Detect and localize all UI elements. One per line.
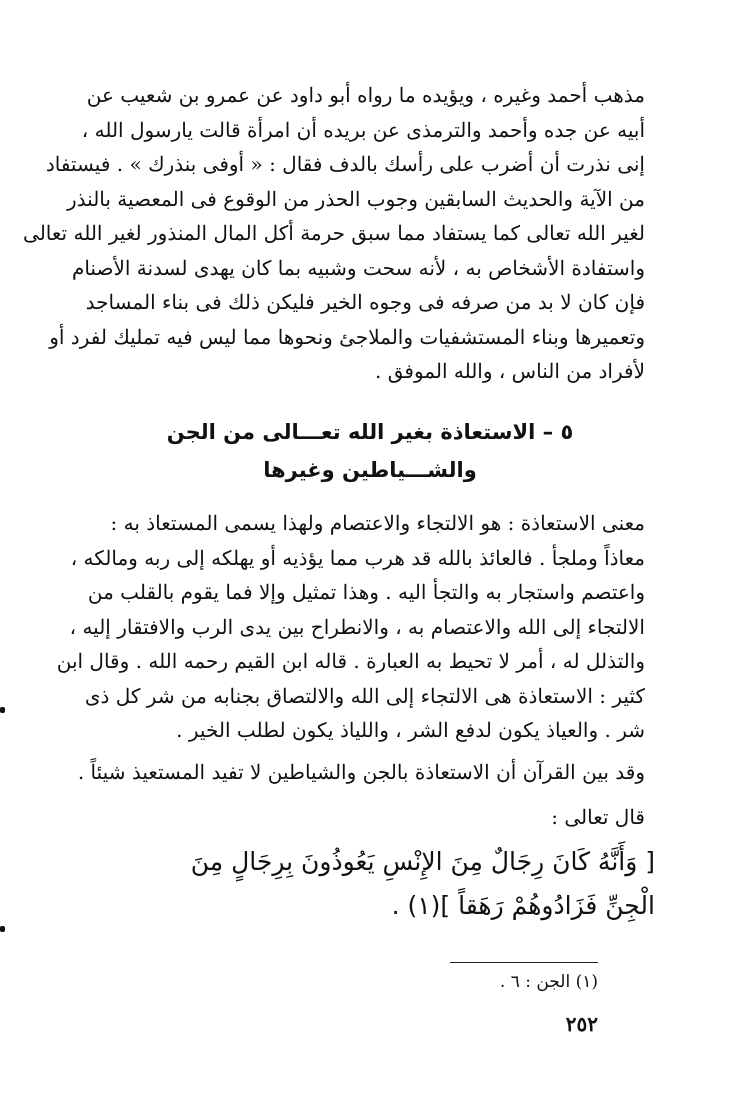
text-line: من الآية والحديث السابقين وجوب الحذر من الوقوع فى المعصية بالنذر bbox=[67, 186, 645, 211]
text-line: لأفراد من الناس ، والله الموفق . bbox=[375, 359, 645, 383]
section-heading-line2: والشـــياطين وغيرها bbox=[263, 458, 477, 482]
text-line: معنى الاستعاذة : هو الالتجاء والاعتصام ولهذا يسمى المستعاذ به : bbox=[110, 511, 645, 535]
page-number: ٢٥٢ bbox=[565, 1012, 598, 1036]
paragraph-quran-statement bbox=[77, 755, 645, 790]
text-line: شر . والعياذ يكون لدفع الشر ، واللياذ يكون لطلب الخير . bbox=[176, 718, 645, 742]
text-line: الالتجاء إلى الله والاعتصام به ، والانطراح بين يدى الرب والافتقار إليه ، bbox=[69, 614, 645, 639]
verse-line: الْجِنِّ فَزَادُوهُمْ رَهَقاً ](١) . bbox=[391, 891, 655, 920]
section-heading-line1: ٥ – الاستعاذة بغير الله تعـــالى من الجن bbox=[166, 420, 574, 444]
text-line: فإن كان لا بد من صرفه فى وجوه الخير فليكن ذلك فى بناء المساجد bbox=[85, 290, 645, 314]
text-line: كثير : الاستعاذة هى الالتجاء إلى الله والالتصاق بجنابه من شر كل ذى bbox=[84, 683, 645, 708]
paragraph-verse-intro bbox=[95, 800, 645, 835]
text-line: مذهب أحمد وغيره ، ويؤيده ما رواه أبو داود عن عمرو بن شعيب عن bbox=[86, 83, 645, 107]
footnote-divider bbox=[450, 962, 598, 963]
paragraph-nadhr bbox=[23, 78, 645, 389]
text-line: واعتصم واستجار به والتجأ اليه . وهذا تمثيل وإلا فما يقوم بالقلب من bbox=[87, 580, 645, 604]
quran-verse bbox=[95, 840, 655, 928]
footnote: (١) الجن : ٦ . bbox=[499, 972, 598, 992]
text-line: وقد بين القرآن أن الاستعاذة بالجن والشياطين لا تفيد المستعيذ شيئاً . bbox=[77, 760, 645, 784]
verse-line: [ وَأَنَّهُ كَانَ رِجَالٌ مِنَ الإِنْسِ يَعُوذُونَ بِرِجَالٍ مِنَ bbox=[190, 847, 655, 876]
scan-edge-mark bbox=[0, 707, 5, 713]
scan-edge-mark bbox=[0, 926, 5, 932]
text-line: والتذلل له ، أمر لا تحيط به العبارة . قاله ابن القيم رحمه الله . وقال ابن bbox=[56, 649, 645, 673]
text-line: وتعميرها وبناء المستشفيات والملاجئ ونحوها مما ليس فيه تمليك لفرد أو bbox=[49, 324, 645, 349]
text-line: إنى نذرت أن أضرب على رأسك بالدف فقال : « أوفى بنذرك » . فيستفاد bbox=[45, 152, 645, 176]
text-line: قال تعالى : bbox=[551, 805, 645, 829]
text-line: لغير الله تعالى كما يستفاد مما سبق حرمة أكل المال المنذور لغير الله تعالى bbox=[23, 221, 645, 245]
text-line: واستفادة الأشخاص به ، لأنه سحت وشبيه بما كان يهدى لسدنة الأصنام bbox=[71, 255, 645, 280]
text-line: معاذاً وملجأ . فالعائذ بالله قد هرب مما يؤذيه أو يهلكه إلى ربه ومالكه ، bbox=[70, 545, 645, 570]
text-line: أبيه عن جده وأحمد والترمذى عن بريده أن امرأة قالت يارسول الله ، bbox=[81, 117, 645, 142]
paragraph-istiadha-definition bbox=[56, 506, 645, 748]
